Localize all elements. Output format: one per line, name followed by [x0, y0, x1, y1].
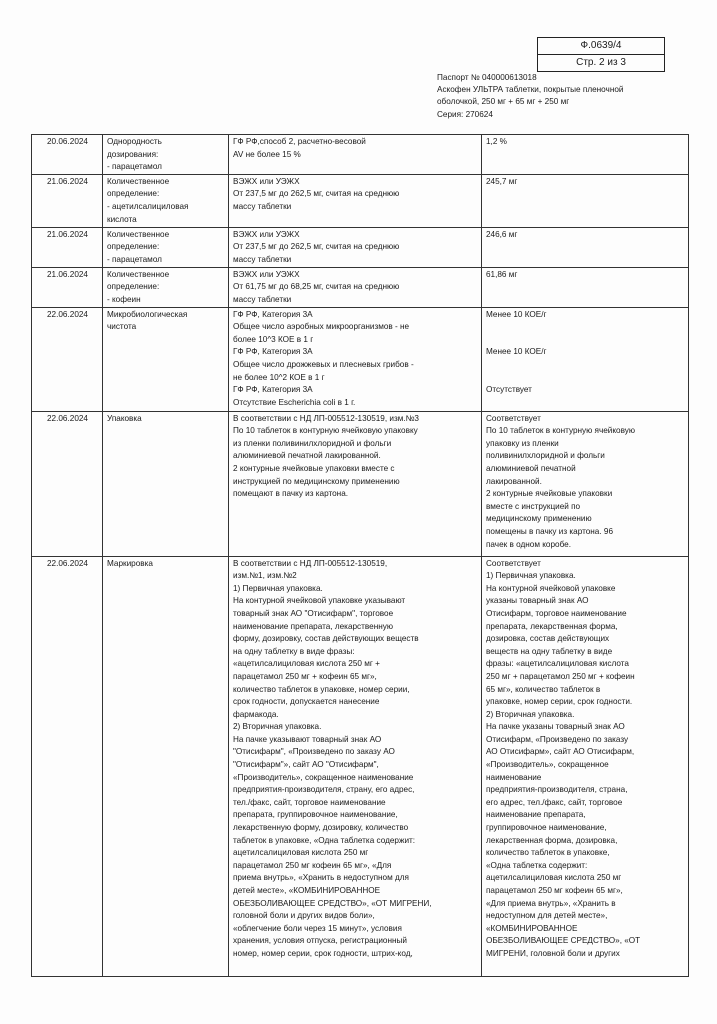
test-result: Менее 10 КОЕ/г Менее 10 КОЕ/г Отсутствует — [482, 307, 689, 411]
test-method: ВЭЖХ или УЭЖХ От 61,75 мг до 68,25 мг, считая на среднюю массу таблетки — [229, 267, 482, 307]
table-row — [32, 307, 689, 411]
product-name: Аскофен УЛЬТРА таблетки, покрытые пленочной оболочкой, 250 мг + 65 мг + 250 мг — [437, 85, 624, 107]
test-result: Соответствует По 10 таблеток в контурную ячейковую упаковку из пленки поливинилхлоридной и фольги алюминиевой печатной лакированной. 2 контурные ячейковые упаковки вместе с инструкцией по медицинскому применению помещены в пачку из картона. 96 пачек в одном коробе. — [482, 411, 689, 556]
page-number: Стр. 2 из 3 — [538, 54, 664, 71]
test-name: Упаковка — [103, 411, 229, 556]
test-date: 22.06.2024 — [32, 411, 103, 556]
series-number: Серия: 270624 — [437, 109, 493, 119]
test-method: ГФ РФ, Категория 3А Общее число аэробных микроорганизмов - не более 10^3 КОЕ в 1 г ГФ РФ, Категория 3А Общее число дрожжевых и плесневых грибов - не более 10^2 КОЕ в 1 г ГФ РФ, Категория 3А Отсутствие Escherichia coli в 1 г. — [229, 307, 482, 411]
table-row — [32, 174, 689, 227]
test-results-table — [31, 134, 689, 977]
test-name: Количественное определение: - кофеин — [103, 267, 229, 307]
test-method: ГФ РФ,способ 2, расчетно-весовой AV не более 15 % — [229, 135, 482, 175]
table-row — [32, 135, 689, 175]
test-result: 246,6 мг — [482, 227, 689, 267]
test-result: 1,2 % — [482, 135, 689, 175]
test-method: В соответствии с НД ЛП-005512-130519, изм.№3 По 10 таблеток в контурную ячейковую упаковку из пленки поливинилхлоридной и фольги алюминиевой печатной лакированной. 2 контурные ячейковые упаковки вместе с инструкцией по медицинскому применению помещают в пачку из картона. — [229, 411, 482, 556]
table-row — [32, 411, 689, 556]
test-name: Маркировка — [103, 556, 229, 976]
test-result: 61,86 мг — [482, 267, 689, 307]
test-name: Количественное определение: - парацетамол — [103, 227, 229, 267]
table-row — [32, 556, 689, 976]
passport-number: Паспорт № 040000613018 — [437, 73, 537, 82]
form-code: Ф.0639/4 — [580, 40, 622, 51]
test-result: Соответствует 1) Первичная упаковка. На контурной ячейковой упаковке указаны товарный знак АО Отисифарм, торговое наименование препарата, лекарственная форма, дозировка, состав действующих веществ на одну таблетку в виде фразы: «ацетилсалициловая кислота 250 мг + парацетамол 250 мг + кофеин 65 мг», количество таблеток в упаковке, номер серии, срок годности. 2) Вторичная упаковка. На пачке указаны товарный знак АО Отисифарм, «Произведено по заказу АО Отисифарм», сайт АО Отисифарм, «Производитель», сокращенное наименование предприятия-производителя, страна, его адрес, тел./факс, сайт, торговое наименование препарата, группировочное наименование, лекарственная форма, дозировка, количество таблеток в упаковке, «Одна таблетка содержит: ацетилсалициловая кислота 250 мг парацетамол 250 мг кофеин 65 мг», «Для приема внутрь», «Хранить в недоступном для детей месте», «КОМБИНИРОВАННОЕ ОБЕЗБОЛИВАЮЩЕЕ СРЕДСТВО», «ОТ МИГРЕНИ, головной боли и других — [482, 556, 689, 976]
test-date: 21.06.2024 — [32, 267, 103, 307]
test-result: 245,7 мг — [482, 174, 689, 227]
test-name: Микробиологическая чистота — [103, 307, 229, 411]
test-method: ВЭЖХ или УЭЖХ От 237,5 мг до 262,5 мг, считая на среднюю массу таблетки — [229, 174, 482, 227]
test-method: ВЭЖХ или УЭЖХ От 237,5 мг до 262,5 мг, считая на среднюю массу таблетки — [229, 227, 482, 267]
passport-header — [437, 72, 637, 121]
test-date: 21.06.2024 — [32, 174, 103, 227]
table-row — [32, 227, 689, 267]
test-method: В соответствии с НД ЛП-005512-130519, изм.№1, изм.№2 1) Первичная упаковка. На контурной ячейковой упаковке указывают товарный знак АО "Отисифарм", торговое наименование препарата, лекарственную форму, дозировку, состав действующих веществ на одну таблетку в виде фразы: «ацетилсалициловая кислота 250 мг + парацетамол 250 мг + кофеин 65 мг», количество таблеток в упаковке, номер серии, срок годности, допускается нанесение фармакода. 2) Вторичная упаковка. На пачке указывают товарный знак АО "Отисифарм", «Произведено по заказу АО "Отисифарм"», сайт АО "Отисифарм", «Производитель», сокращенное наименование предприятия-производителя, страну, его адрес, тел./факс, сайт, торговое наименование препарата, группировочное наименование, лекарственную форму, дозировку, количество таблеток в упаковке, «Одна таблетка содержит: ацетилсалициловая кислота 250 мг парацетамол 250 мг кофеин 65 мг», «Для приема внутрь», «Хранить в недоступном для детей месте», «КОМБИНИРОВАННОЕ ОБЕЗБОЛИВАЮЩЕЕ СРЕДСТВО», «ОТ МИГРЕНИ, головной боли и других видов боли», «облегчение боли через 15 минут», условия хранения, условия отпуска, регистрационный номер, номер серии, срок годности, штрих-код, — [229, 556, 482, 976]
test-date: 22.06.2024 — [32, 307, 103, 411]
table-row — [32, 267, 689, 307]
test-date: 22.06.2024 — [32, 556, 103, 976]
form-code-box — [537, 37, 665, 72]
test-name: Однородность дозирования: - парацетамол — [103, 135, 229, 175]
test-date: 20.06.2024 — [32, 135, 103, 175]
test-name: Количественное определение: - ацетилсалициловая кислота — [103, 174, 229, 227]
test-date: 21.06.2024 — [32, 227, 103, 267]
